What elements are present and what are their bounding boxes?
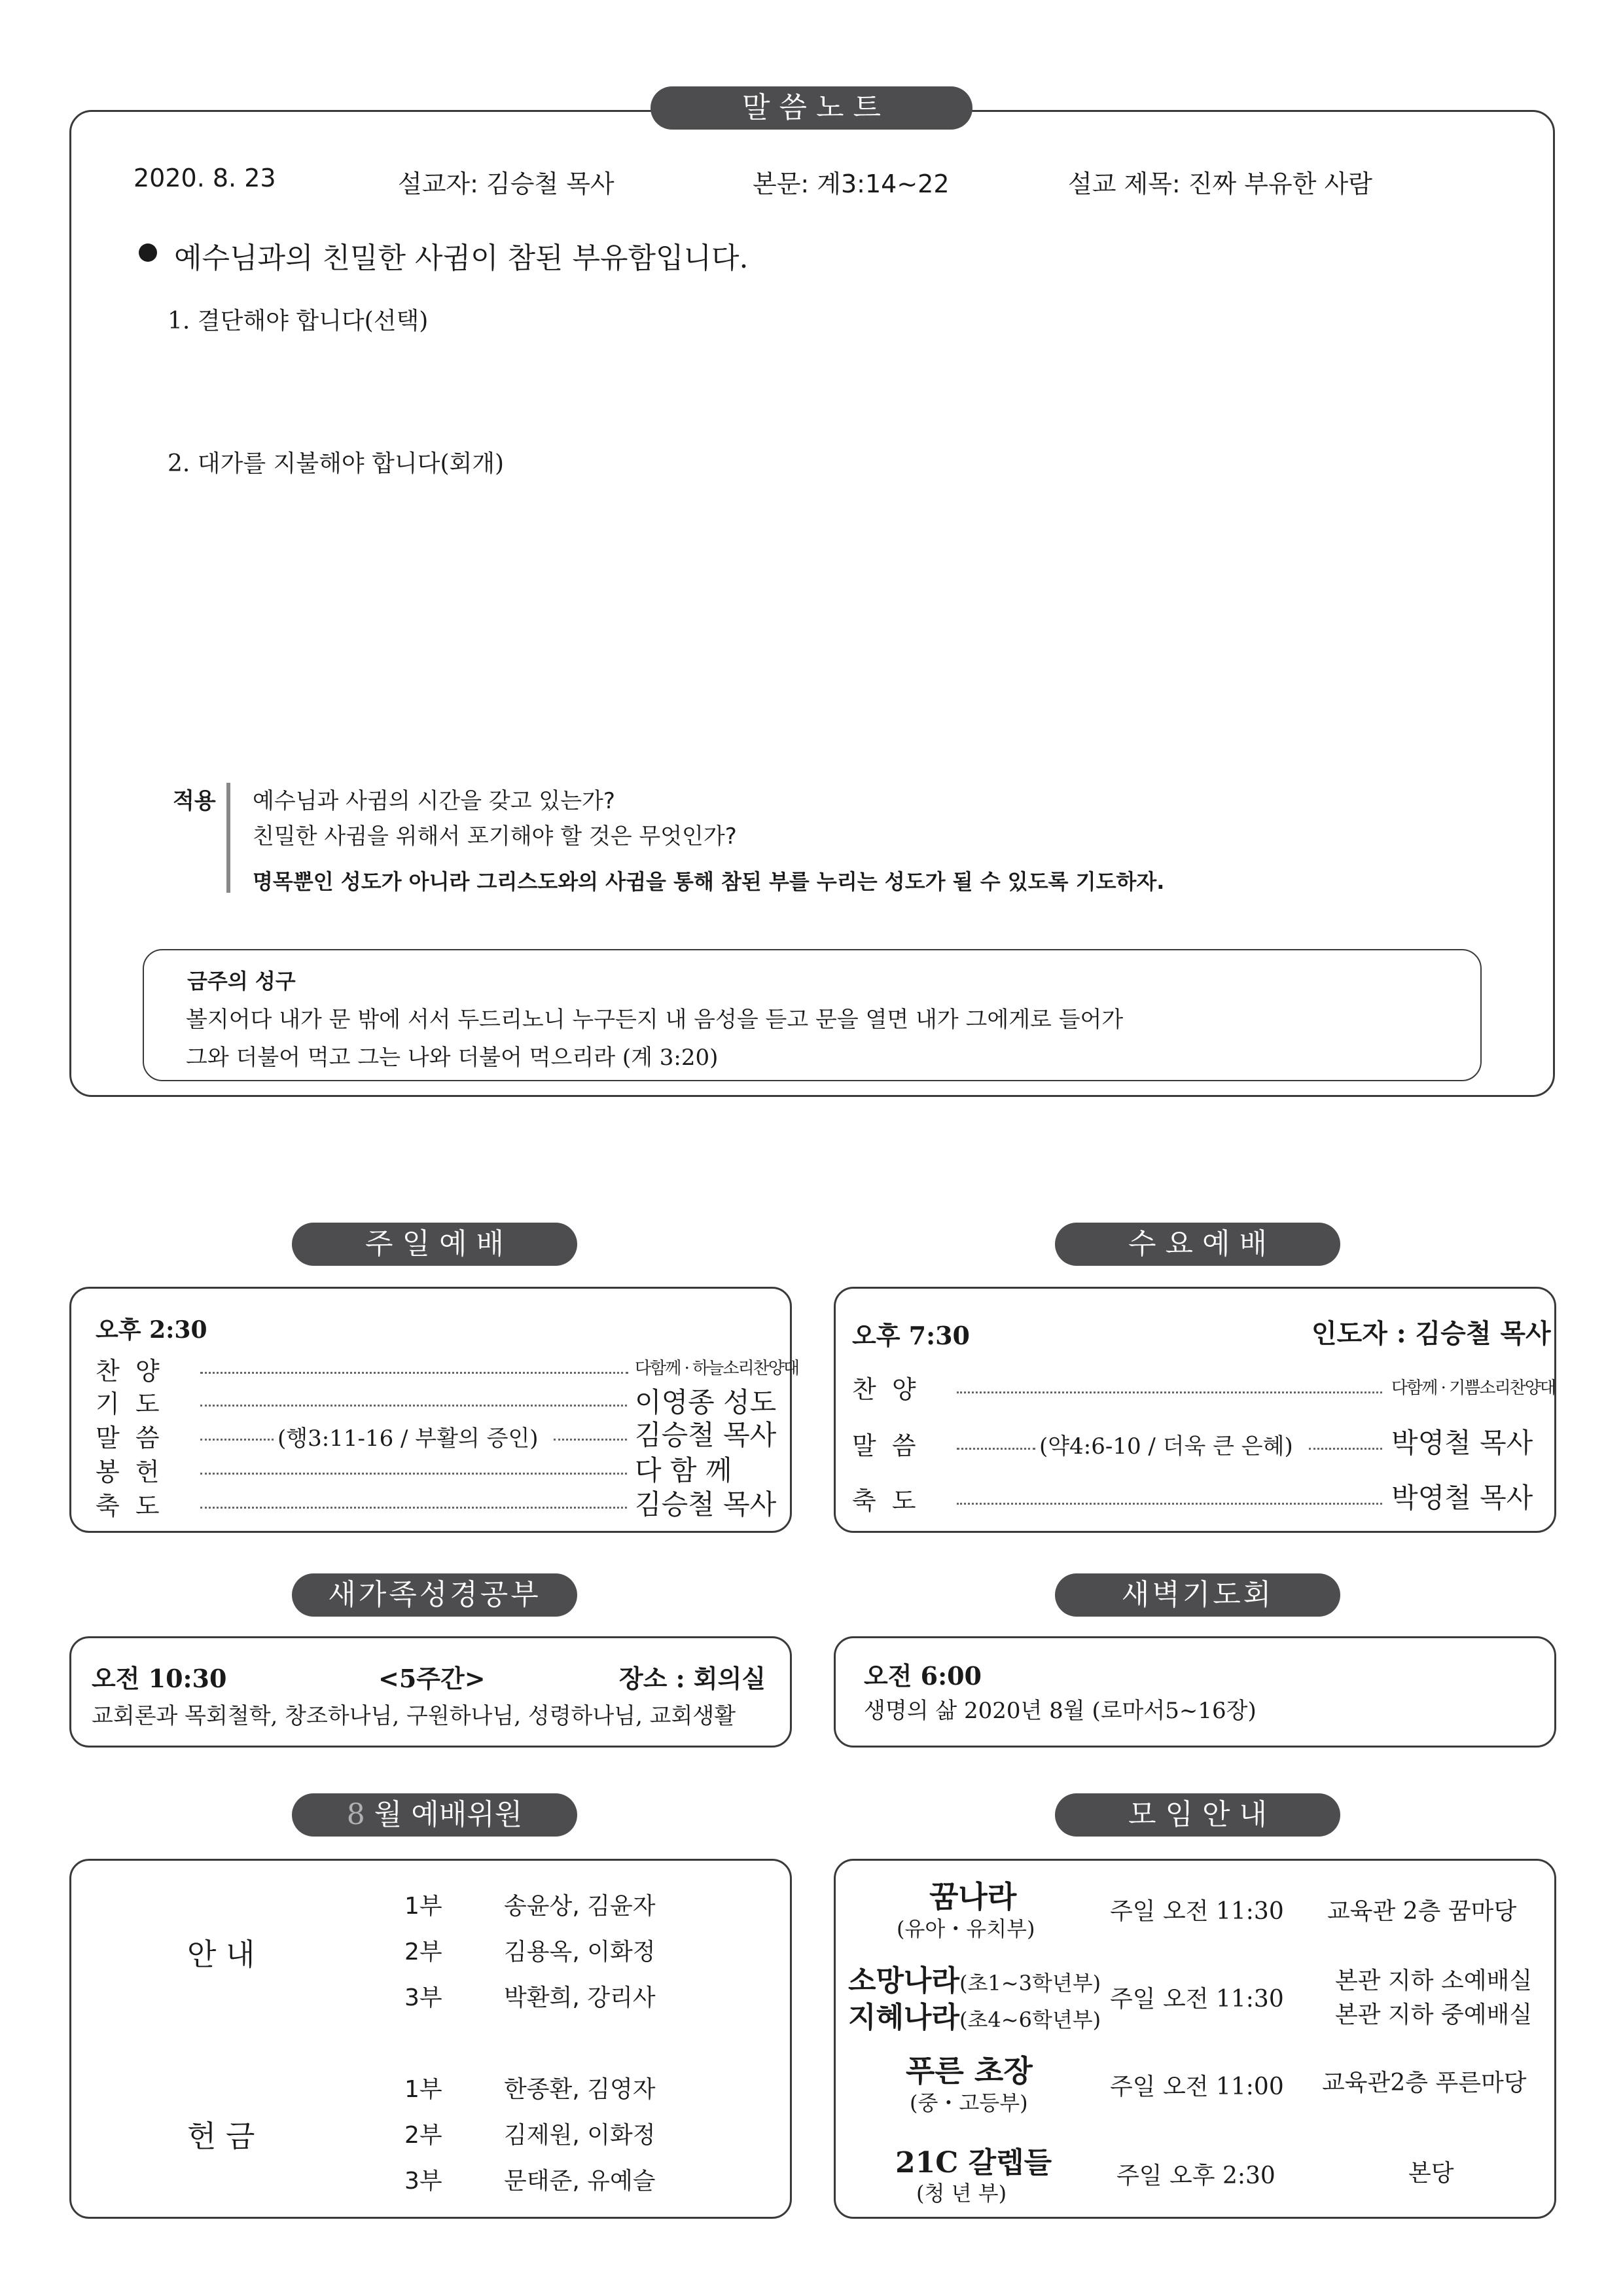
leader-dots <box>200 1473 627 1475</box>
apply-line-1: 예수님과 사귐의 시간을 갖고 있는가? <box>253 788 615 814</box>
meeting-place: 본관 지하 중예배실 <box>1335 2001 1533 2028</box>
sunday-service-title: 주 일 예 배 <box>292 1223 577 1266</box>
meeting-time: 주일 오전 11:00 <box>1110 2073 1284 2100</box>
sermon-date: 2020. 8. 23 <box>134 164 276 192</box>
dawn-prayer-desc: 생명의 삶 2020년 8월 (로마서5~16장) <box>864 1698 1257 1724</box>
meeting-sub: (중・고등부) <box>910 2090 1028 2115</box>
row-value: 다함께 · 하늘소리찬양대 <box>635 1359 798 1378</box>
staff-names: 김제원, 이화정 <box>504 2122 656 2149</box>
row-value: 이영종 성도 <box>635 1386 777 1418</box>
row-label: 축 도 <box>96 1492 160 1520</box>
meeting-place: 본당 <box>1408 2160 1454 2187</box>
meeting-name-main: 소망나라 <box>848 1964 960 1998</box>
meeting-sub: (청 년 부) <box>916 2181 1007 2206</box>
meeting-sub: (유아・유치부) <box>897 1916 1035 1941</box>
meeting-place: 교육관2층 푸른마당 <box>1322 2070 1527 2096</box>
row-value: 다함께 · 기쁨소리찬양대 <box>1391 1378 1555 1398</box>
row-label: 봉 헌 <box>96 1458 160 1486</box>
meeting-name <box>848 1994 1101 2036</box>
row-label: 말 씀 <box>852 1431 916 1460</box>
row-value: 김승철 목사 <box>635 1419 777 1451</box>
meeting-time: 주일 오후 2:30 <box>1116 2162 1275 2189</box>
row-label: 말 씀 <box>96 1424 160 1452</box>
august-staff-title-rest: 월 예배위원 <box>365 1798 523 1831</box>
staff-names: 박환희, 강리사 <box>504 1984 656 2011</box>
row-value: 다 함 께 <box>635 1454 732 1486</box>
staff-names: 한종환, 김영자 <box>504 2076 656 2103</box>
august-staff-title-num: 8 <box>346 1798 365 1831</box>
dawn-prayer-box <box>834 1636 1556 1748</box>
wednesday-time: 오후 7:30 <box>852 1321 970 1350</box>
staff-role-usher: 안 내 <box>187 1937 255 1972</box>
dawn-prayer-title: 새벽기도회 <box>1055 1573 1340 1617</box>
meeting-time: 주일 오전 11:30 <box>1110 1986 1284 2013</box>
family-bible-topics: 교회론과 목회철학, 창조하나님, 구원하나님, 성령하나님, 교회생활 <box>92 1703 736 1729</box>
meeting-name-main: 지혜나라 <box>848 2001 960 2034</box>
bullet-dot-icon <box>139 243 157 262</box>
staff-part: 1부 <box>404 2076 442 2103</box>
meeting-time: 주일 오전 11:30 <box>1110 1898 1284 1925</box>
sermon-title: 설교 제목: 진짜 부유한 사람 <box>1068 170 1372 198</box>
meeting-place: 교육관 2층 꿈마당 <box>1327 1898 1517 1925</box>
staff-names: 문태준, 유예슬 <box>504 2168 656 2195</box>
meeting-name-sub: (초4~6학년부) <box>959 2007 1101 2032</box>
row-value: 박영철 목사 <box>1391 1427 1533 1459</box>
sermon-point-2: 2. 대가를 지불해야 합니다(회개) <box>168 450 505 477</box>
row-value: 김승철 목사 <box>635 1488 777 1520</box>
verse-line-1: 볼지어다 내가 문 밖에 서서 두드리노니 누구든지 내 음성을 듣고 문을 열면 내가 그에게로 들어가 <box>186 1007 1124 1033</box>
sermon-point-1: 1. 결단해야 합니다(선택) <box>168 308 429 334</box>
sermon-preacher: 설교자: 김승철 목사 <box>398 170 615 198</box>
meeting-name <box>848 1957 1101 1999</box>
meeting-name: 푸른 초장 <box>906 2053 1033 2089</box>
dawn-prayer-time: 오전 6:00 <box>864 1661 982 1691</box>
leader-dots <box>554 1439 627 1441</box>
meetings-title: 모 임 안 내 <box>1055 1793 1340 1837</box>
apply-line-3: 명목뿐인 성도가 아니라 그리스도와의 사귐을 통해 참된 부를 누리는 성도가 될 수 있도록 기도하자. <box>253 869 1165 894</box>
staff-part: 1부 <box>404 1893 442 1920</box>
staff-part: 2부 <box>404 1939 442 1965</box>
leader-dots <box>200 1439 274 1441</box>
meeting-place: 본관 지하 소예배실 <box>1335 1967 1533 1994</box>
family-bible-duration: <5주간> <box>378 1664 486 1693</box>
apply-divider <box>226 783 230 893</box>
sermon-passage: 본문: 계3:14~22 <box>753 170 950 198</box>
row-middle: (행3:11-16 / 부활의 증인) <box>277 1426 539 1452</box>
staff-part: 3부 <box>404 2168 442 2195</box>
staff-names: 김용옥, 이화정 <box>504 1939 656 1965</box>
leader-dots <box>957 1448 1035 1450</box>
sermon-note-title: 말 씀 노 트 <box>651 86 972 130</box>
row-value: 박영철 목사 <box>1391 1482 1533 1514</box>
meeting-name: 21C 갈렙들 <box>895 2146 1052 2179</box>
family-bible-title: 새가족성경공부 <box>292 1573 577 1617</box>
row-middle: (약4:6-10 / 더욱 큰 은혜) <box>1039 1433 1293 1460</box>
leader-dots <box>1309 1448 1382 1450</box>
wednesday-service-title: 수 요 예 배 <box>1055 1223 1340 1266</box>
row-label: 찬 양 <box>852 1375 916 1404</box>
row-label: 찬 양 <box>96 1357 160 1386</box>
leader-dots <box>957 1391 1382 1393</box>
staff-names: 송윤상, 김윤자 <box>504 1893 656 1920</box>
leader-dots <box>200 1405 627 1407</box>
sunday-time: 오후 2:30 <box>96 1316 207 1344</box>
staff-part: 2부 <box>404 2122 442 2149</box>
meeting-name: 꿈나라 <box>929 1879 1017 1914</box>
family-bible-time: 오전 10:30 <box>92 1664 227 1693</box>
row-label: 기 도 <box>96 1390 160 1418</box>
leader-dots <box>200 1507 627 1509</box>
verse-label: 금주의 성구 <box>187 969 296 994</box>
sermon-main-point: 예수님과의 친밀한 사귐이 참된 부유함입니다. <box>174 242 749 275</box>
row-label: 축 도 <box>852 1486 916 1515</box>
leader-dots <box>200 1372 628 1374</box>
meeting-name-sub: (초1~3학년부) <box>959 1971 1101 1996</box>
staff-role-offering: 헌 금 <box>187 2119 255 2154</box>
staff-part: 3부 <box>404 1984 442 2011</box>
verse-line-2: 그와 더불어 먹고 그는 나와 더불어 먹으리라 (계 3:20) <box>186 1045 719 1071</box>
apply-label: 적용 <box>173 788 216 814</box>
leader-dots <box>957 1503 1382 1505</box>
apply-line-2: 친밀한 사귐을 위해서 포기해야 할 것은 무엇인가? <box>253 823 737 850</box>
august-staff-title <box>292 1793 577 1837</box>
wednesday-leader: 인도자 : 김승철 목사 <box>1311 1318 1551 1349</box>
family-bible-place: 장소 : 회의실 <box>619 1664 766 1693</box>
